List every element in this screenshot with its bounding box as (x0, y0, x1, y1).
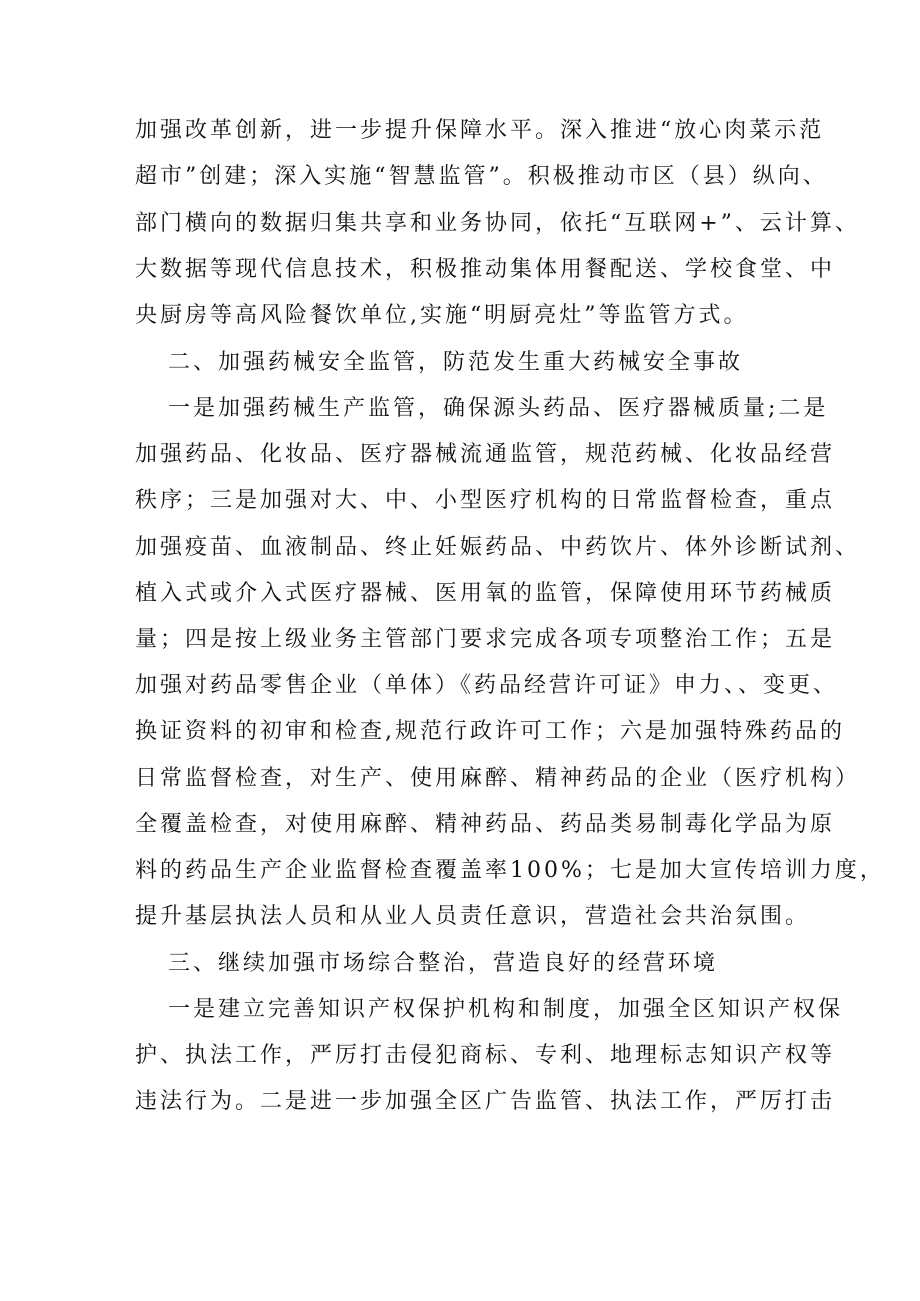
text-line-3: 部门横向的数据归集共享和业务协同，依托“互联网+”、云计算、 (135, 211, 860, 236)
text-line-17: 料的药品生产企业监督检查覆盖率100%；七是加大宣传培训力度， (135, 858, 885, 883)
text-line-16: 全覆盖检查，对使用麻醉、精神药品、药品类易制毒化学品为原 (135, 812, 836, 837)
text-line-20: 一是建立完善知识产权保护机构和制度，加强全区知识产权保 (168, 997, 844, 1022)
section-heading-3: 三、继续加强市场综合整治，营造良好的经营环境 (168, 951, 719, 976)
text-line-8: 加强药品、化妆品、医疗器械流通监管，规范药械、化妆品经营 (135, 442, 836, 467)
text-line-22: 违法行为。二是进一步加强全区广告监管、执法工作，严厉打击 (135, 1089, 836, 1114)
text-line-7: 一是加强药械生产监管，确保源头药品、医疗器械质量;二是 (168, 396, 829, 421)
text-line-11: 植入式或介入式医疗器械、医用氧的监管，保障使用环节药械质 (135, 581, 836, 606)
text-line-2: 超市”创建；深入实施“智慧监管”。积极推动市区（县）纵向、 (135, 164, 828, 189)
text-line-15: 日常监督检查，对生产、使用麻醉、精神药品的企业（医疗机构） (135, 766, 861, 791)
text-line-14: 换证资料的初审和检查,规范行政许可工作；六是加强特殊药品的 (135, 719, 845, 744)
text-line-9: 秩序；三是加强对大、中、小型医疗机构的日常监督检查，重点 (135, 488, 836, 513)
text-line-10: 加强疫苗、血液制品、终止妊娠药品、中药饮片、体外诊断试剂、 (135, 535, 861, 560)
text-line-13: 加强对药品零售企业（单体）《药品经营许可证》申力、、变更、 (135, 673, 839, 698)
section-heading-2: 二、加强药械安全监管，防范发生重大药械安全事故 (168, 350, 744, 375)
text-line-21: 护、执法工作，严厉打击侵犯商标、专利、地理标志知识产权等 (135, 1043, 836, 1068)
text-line-12: 量；四是按上级业务主管部门要求完成各项专项整治工作；五是 (135, 627, 836, 652)
text-line-18: 提升基层执法人员和从业人员责任意识，营造社会共治氛围。 (135, 904, 811, 929)
text-line-1: 加强改革创新，进一步提升保障水平。深入推进“放心肉菜示范 (135, 118, 825, 143)
text-line-5: 央厨房等高风险餐饮单位,实施“明厨亮灶”等监管方式。 (135, 303, 749, 328)
text-line-4: 大数据等现代信息技术，积极推动集体用餐配送、学校食堂、中 (135, 257, 836, 282)
